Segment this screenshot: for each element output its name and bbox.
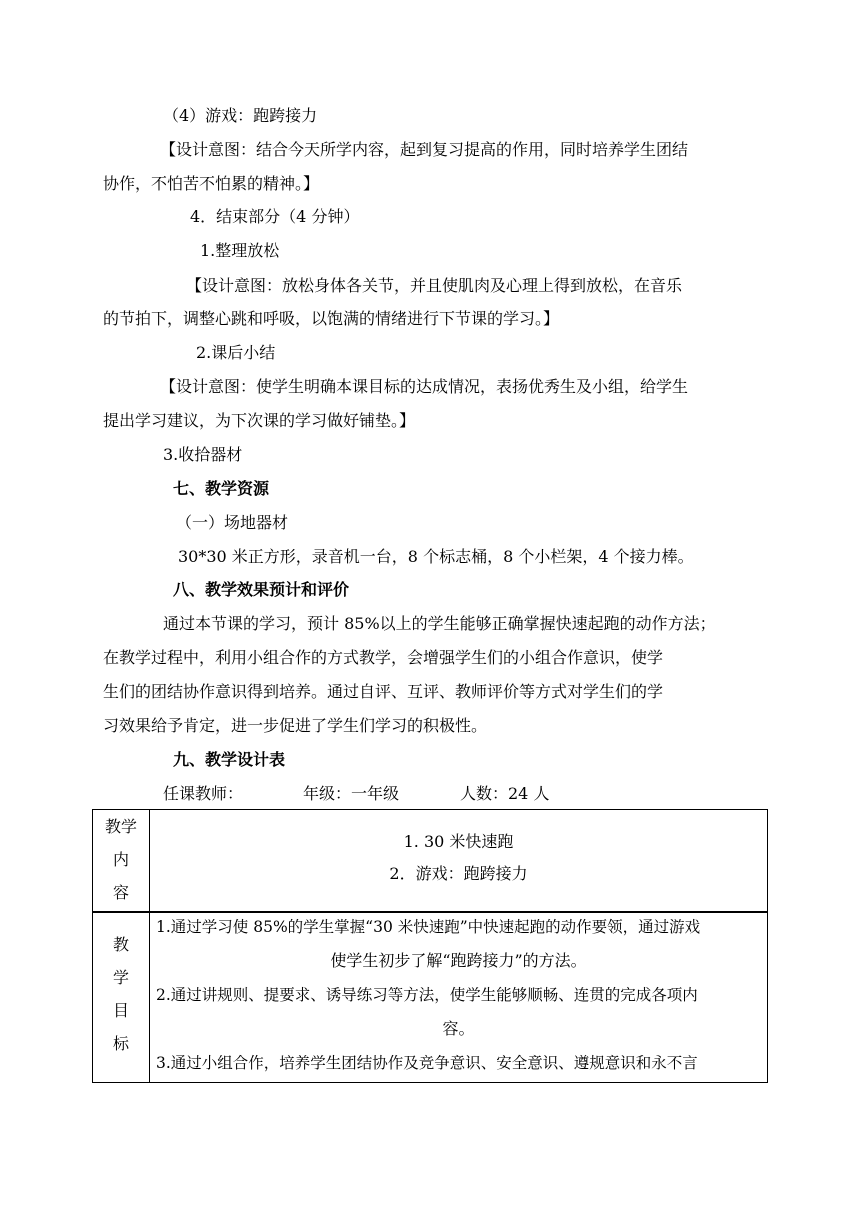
goal-line-4: 容。 bbox=[442, 1019, 475, 1038]
effect-line-2: 在教学过程中，利用小组合作的方式教学，会增强学生们的小组合作意识，使学 bbox=[103, 648, 664, 667]
equipment-text: 30*30 米正方形，录音机一台，8 个标志桶，8 个小栏架，4 个接力棒。 bbox=[178, 547, 694, 566]
table-border-top bbox=[92, 809, 768, 810]
teacher-row bbox=[0, 784, 860, 804]
goal-label-2: 学 bbox=[112, 968, 129, 987]
teacher-label: 任课教师： bbox=[163, 784, 244, 803]
intent-3-line-2: 提出学习建议，为下次课的学习做好铺垫。】 bbox=[103, 411, 416, 430]
intent-2-line-2: 的节拍下，调整心跳和呼吸，以饱满的情绪进行下节课的学习。】 bbox=[103, 309, 560, 328]
content-label-3: 容 bbox=[112, 883, 129, 902]
effect-line-3: 生们的团结协作意识得到培养。通过自评、互评、教师评价等方式对学生们的学 bbox=[103, 682, 664, 701]
intent-3-line-1: 【设计意图：使学生明确本课目标的达成情况，表扬优秀生及小组，给学生 bbox=[160, 377, 689, 396]
table-border-right bbox=[767, 809, 768, 1083]
effect-title: 八、教学效果预计和评价 bbox=[173, 580, 350, 599]
goal-line-3: 2.通过讲规则、提要求、诱导练习等方法，使学生能够顺畅、连贯的完成各项内 bbox=[156, 986, 698, 1004]
end-part-heading: 4．结束部分（4 分钟） bbox=[190, 207, 360, 226]
goal-label-1: 教 bbox=[112, 935, 129, 954]
count-label: 人数：24 人 bbox=[460, 784, 550, 803]
goal-label-3: 目 bbox=[112, 1001, 129, 1020]
content-item-1: 1. 30 米快速跑 bbox=[403, 832, 514, 851]
goal-label-4: 标 bbox=[112, 1034, 129, 1053]
goal-line-2: 使学生初步了解“跑跨接力”的方法。 bbox=[330, 951, 587, 970]
game-heading: （4）游戏：跑跨接力 bbox=[163, 106, 318, 125]
summary-item: 2.课后小结 bbox=[196, 343, 276, 362]
table-row-divider bbox=[92, 911, 768, 913]
intent-1-line-2: 协作，不怕苦不怕累的精神。】 bbox=[103, 174, 320, 193]
relax-item: 1.整理放松 bbox=[200, 241, 280, 260]
content-label-1: 教学 bbox=[104, 817, 137, 836]
goal-line-1: 1.通过学习使 85%的学生掌握“30 米快速跑”中快速起跑的动作要领，通过游戏 bbox=[156, 918, 701, 936]
content-label-2: 内 bbox=[112, 850, 129, 869]
table-border-bottom bbox=[92, 1082, 768, 1083]
collect-item: 3.收拾器材 bbox=[163, 445, 243, 464]
effect-line-1: 通过本节课的学习，预计 85%以上的学生能够正确掌握快速起跑的动作方法； bbox=[163, 614, 716, 633]
goal-line-5: 3.通过小组合作，培养学生团结协作及竞争意识、安全意识、遵规意识和永不言 bbox=[156, 1054, 698, 1072]
grade-label: 年级：一年级 bbox=[303, 784, 400, 803]
effect-line-4: 习效果给予肯定，进一步促进了学生们学习的积极性。 bbox=[103, 716, 488, 735]
venue-heading: （一）场地器材 bbox=[176, 513, 289, 532]
content-item-2: 2．游戏：跑跨接力 bbox=[389, 864, 528, 883]
intent-2-line-1: 【设计意图：放松身体各关节，并且使肌肉及心理上得到放松，在音乐 bbox=[186, 276, 683, 295]
design-table-title: 九、教学设计表 bbox=[173, 750, 286, 769]
resources-title: 七、教学资源 bbox=[173, 479, 270, 498]
intent-1-line-1: 【设计意图：结合今天所学内容，起到复习提高的作用，同时培养学生团结 bbox=[160, 140, 689, 159]
